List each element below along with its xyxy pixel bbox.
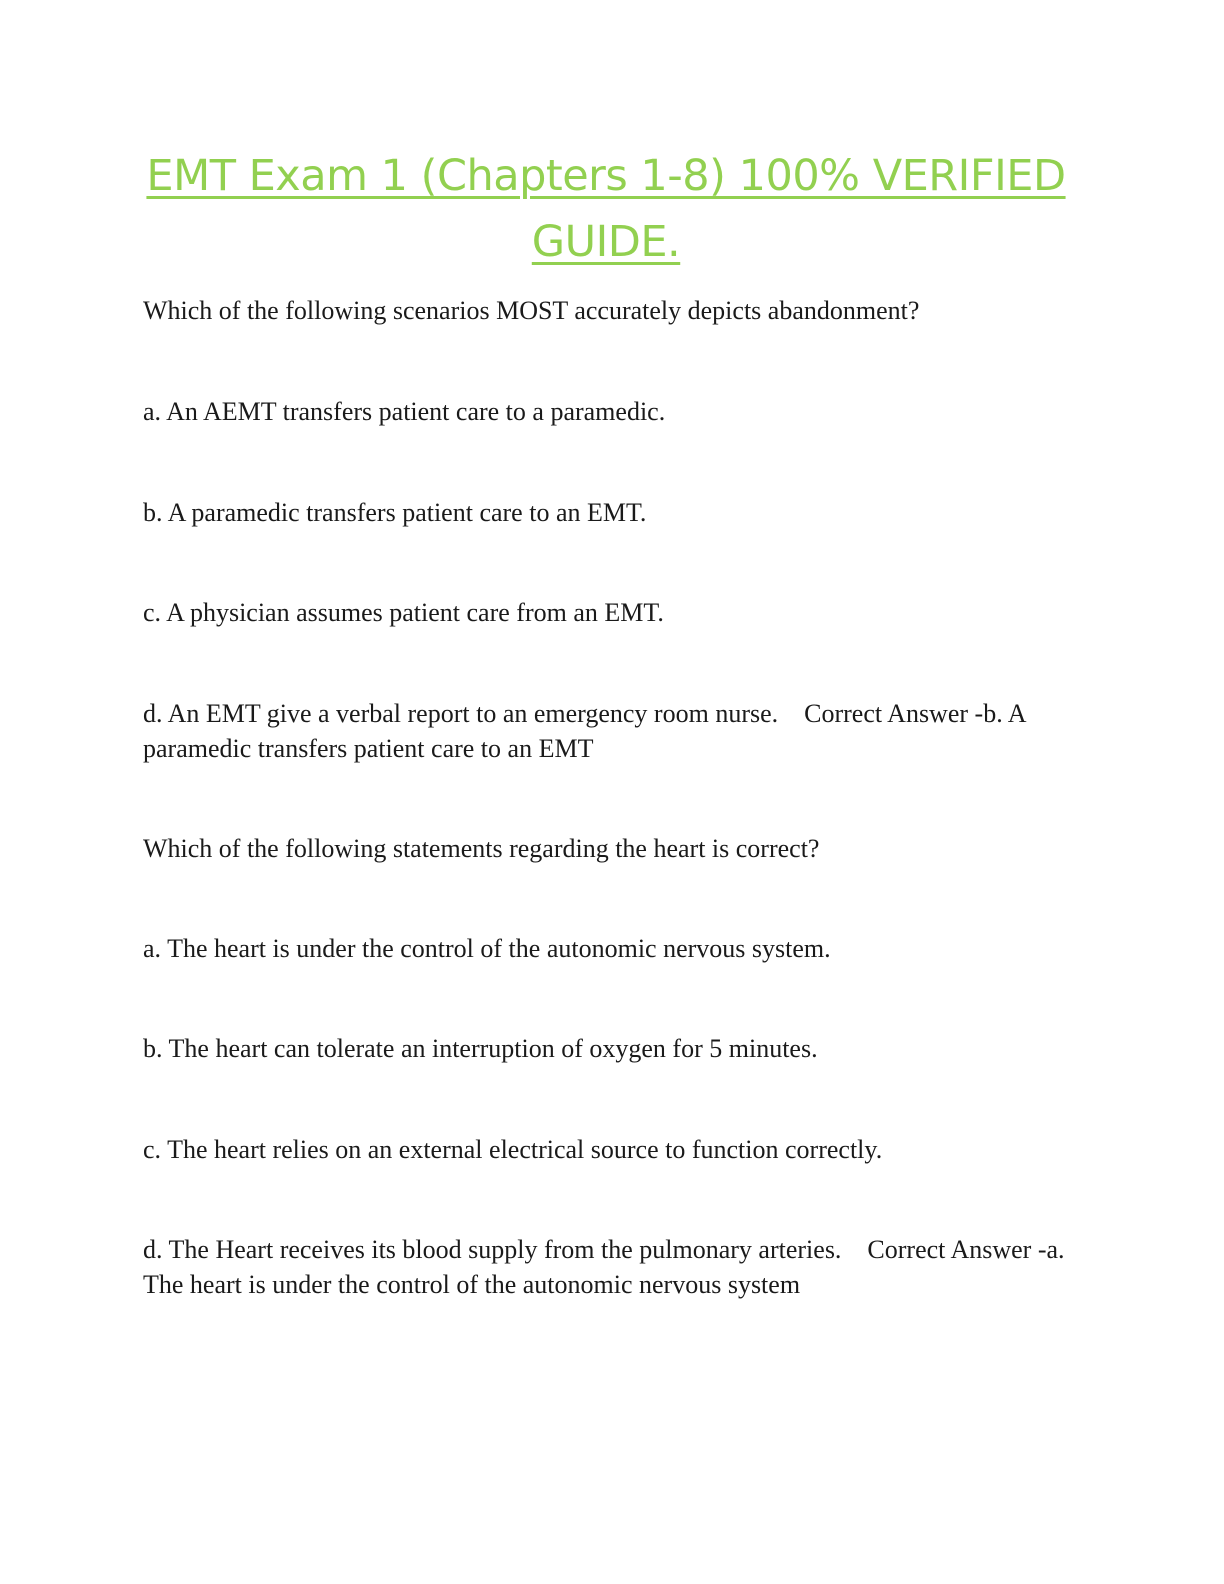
question-2-prompt: Which of the following statements regarding the heart is correct?	[143, 834, 820, 863]
question-1-option-b: b. A paramedic transfers patient care to an EMT.	[143, 498, 647, 527]
question-1-option-c: c. A physician assumes patient care from an EMT.	[143, 598, 664, 627]
question-2-option-c: c. The heart relies on an external electrical source to function correctly.	[143, 1135, 883, 1164]
question-2-option-b: b. The heart can tolerate an interruption of oxygen for 5 minutes.	[143, 1034, 818, 1063]
document-title: EMT Exam 1 (Chapters 1-8) 100% VERIFIED GUIDE.	[146, 151, 1066, 267]
question-2-option-a: a. The heart is under the control of the autonomic nervous system.	[143, 934, 831, 963]
question-1-prompt: Which of the following scenarios MOST accurately depicts abandonment?	[143, 296, 920, 325]
question-1-option-a: a. An AEMT transfers patient care to a paramedic.	[143, 397, 666, 426]
question-1-option-d-answer: d. An EMT give a verbal report to an emergency room nurse. Correct Answer -b. A paramedic transfers patient care to an EMT	[143, 699, 1032, 763]
question-2-option-d-answer: d. The Heart receives its blood supply from the pulmonary arteries. Correct Answer -a. The heart is under the control of the autonomic nervous system	[143, 1235, 1071, 1299]
